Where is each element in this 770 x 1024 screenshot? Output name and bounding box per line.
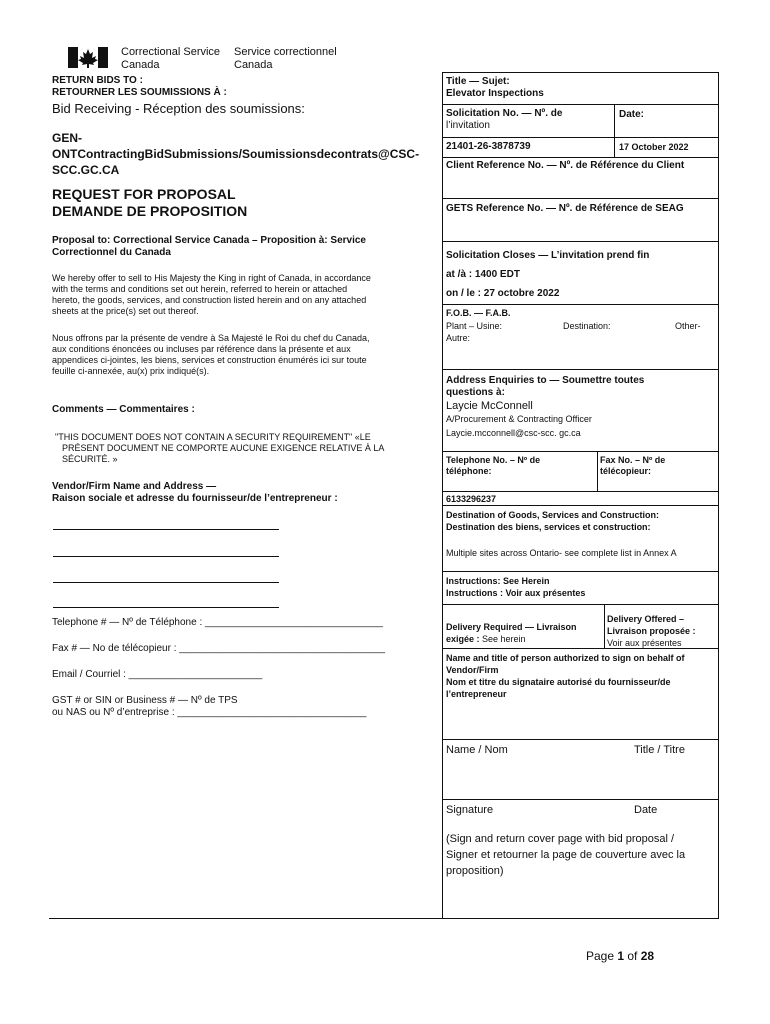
sign-note-3: proposition) [446,865,504,877]
tel-label-2: téléphone: [446,466,492,476]
closes-line1: Solicitation Closes — L’invitation prend fin [446,250,650,261]
title-cell [446,76,544,100]
page-of: of [624,949,641,963]
tel-label-1: Telephone No. – Nº de [446,455,541,465]
closes-line3: on / le : 27 octobre 2022 [446,288,560,299]
email-field[interactable]: Email / Courriel : ________________________ [52,669,263,680]
enquiries-line1: Address Enquiries to — Soumettre toutes [446,375,645,386]
delivery-divider [604,604,605,649]
row-divider [442,451,719,452]
title-value: Elevator Inspections [446,88,544,99]
security-line1: "THIS DOCUMENT DOES NOT CONTAIN A SECURITY REQUIREMENT" «LE [55,432,371,442]
title-label-sign[interactable]: Title / Titre [634,744,685,756]
contact-email[interactable]: Laycie.mcconnell@csc-scc. gc.ca [446,428,581,438]
page-number [586,949,654,963]
row-divider [442,157,719,158]
other-label: Other- [675,321,701,331]
closes-line2: at /à : 1400 EDT [446,269,520,280]
solicitation-number: 21401-26-3878739 [446,141,531,152]
offer-en-4: sheets at the price(s) set out thereof. [52,306,199,316]
comments-label: Comments — Commentaires : [52,404,195,415]
solicitation-label [446,108,562,132]
auth-line1: Name and title of person authorized to sign on behalf of [446,653,685,663]
return-bids-fr: RETOURNER LES SOUMISSIONS À : [52,87,227,98]
gst-line2: ou NAS ou Nº d’entreprise : __________________________________ [52,707,367,718]
offer-fr-3: appendices ci-jointes, les biens, services et construction énumérés ici sur toute [52,355,367,365]
page-current: 1 [617,949,625,963]
instr-line1: Instructions: See Herein [446,576,550,586]
left-bottom-border [49,918,442,919]
row-divider [442,241,719,242]
deliv-off-3: Voir aux présentes [607,638,682,648]
fax-label-1: Fax No. – Nº de [600,455,666,465]
offer-text-fr [52,333,370,377]
date-label: Date: [619,109,645,120]
delivery-required [446,621,577,645]
contact-name: Laycie McConnell [446,400,533,412]
security-line2: PRÉSENT DOCUMENT NE COMPORTE AUCUNE EXIGENCE RELATIVE À LA [62,443,385,453]
return-bids-en: RETURN BIDS TO : [52,75,143,86]
row-divider [442,739,719,740]
gst-line1: GST # or SIN or Business # — Nº de TPS [52,695,238,706]
security-statement [55,432,384,465]
fob-label: F.O.B. — F.A.B. [446,308,511,318]
offer-fr-2: aux conditions énoncées ou incluses par référence dans la présente et aux [52,344,351,354]
return-bids-heading [52,75,227,99]
offer-text-en [52,273,371,317]
fax-label [600,455,665,477]
authorized-signatory [446,652,685,700]
delivery-offered [607,613,696,649]
date-value: 17 October 2022 [619,142,689,152]
sign-instructions [446,831,685,879]
offer-en-1: We hereby offer to sell to His Majesty the King in right of Canada, in accordance [52,273,371,283]
canada-flag-logo [68,47,108,68]
vendor-line-2[interactable] [53,556,279,557]
deliv-req-1: Delivery Required — Livraison [446,622,577,632]
row-divider [442,137,719,138]
vendor-line-3[interactable] [53,582,279,583]
telephone-field[interactable]: Telephone # — Nº de Téléphone : ________________________________ [52,617,383,628]
fax-field[interactable]: Fax # — No de télécopieur : _____________________________________ [52,643,386,654]
table-top-border [442,72,719,73]
submission-email [52,130,419,178]
rfp-title [52,186,247,220]
auth-line2: Vendor/Firm [446,665,499,675]
rfp-title-en: REQUEST FOR PROPOSAL [52,186,236,202]
offer-fr-4: feuille ci-annexée, au(x) prix indiqué(s). [52,366,210,376]
auth-line3: Nom et titre du signataire autorisé du fournisseur/de [446,677,671,687]
enquiries-line2: questions à: [446,387,505,398]
sign-date-label[interactable]: Date [634,804,658,816]
proposal-to-line2: Correctionnel du Canada [52,247,171,258]
deliv-off-1: Delivery Offered – [607,614,685,624]
vendor-line-1[interactable] [53,529,279,530]
sign-note-2: Signer et retourner la page de couverture avec la [446,849,686,861]
dest-line2: Destination des biens, services et construction: [446,522,651,532]
offer-en-2: with the terms and conditions set out herein, referred to herein or attached [52,284,348,294]
page-total: 28 [640,949,655,963]
plant-label: Plant – Usine: [446,321,503,331]
instructions [446,575,585,599]
row-divider [442,491,719,492]
vendor-heading [52,481,338,505]
org-en-line1: Correctional Service [121,46,221,58]
destination-value: Multiple sites across Ontario- see complete list in Annex A [446,548,677,558]
gets-reference: GETS Reference No. — Nº. de Référence de SEAG [446,203,684,214]
instr-line2: Instructions : Voir aux présentes [446,588,586,598]
name-label[interactable]: Name / Nom [446,744,508,756]
destination-heading [446,509,659,533]
enquiries-heading [446,375,644,399]
row-divider [442,505,719,506]
table-bottom-border [442,918,719,919]
deliv-off-2: Livraison proposée : [607,626,696,636]
auth-line4: l’entrepreneur [446,689,507,699]
row-divider [442,304,719,305]
sign-note-1: (Sign and return cover page with bid proposal / [446,833,675,845]
solicitation-closes [446,246,649,303]
deliv-req-3: See herein [482,634,526,644]
contact-title: A/Procurement & Contracting Officer [446,414,592,424]
dest-line1: Destination of Goods, Services and Construction: [446,510,660,520]
org-name-fr [234,46,337,72]
gst-field[interactable] [52,695,366,719]
org-fr-line2: Canada [234,59,273,71]
fax-label-2: télécopieur: [600,466,652,476]
rfp-title-fr: DEMANDE DE PROPOSITION [52,203,248,219]
org-en-line2: Canada [121,59,160,71]
proposal-to-line1: Proposal to: Correctional Service Canada – Proposition à: Service [52,235,366,246]
proposal-to [52,235,366,259]
email-line1: GEN- [52,131,82,145]
org-name-en [121,46,220,72]
table-left-border [442,72,443,919]
row-divider [442,648,719,649]
row-divider [442,604,719,605]
solicitation-label-1: Solicitation No. — Nº. de [446,108,563,119]
vendor-en: Vendor/Firm Name and Address — [52,481,217,492]
signature-label[interactable]: Signature [446,804,494,816]
offer-en-3: hereto, the goods, services, and construction listed herein and on any attached [52,295,367,305]
page-prefix: Page [586,949,618,963]
offer-fr-1: Nous offrons par la présente de vendre à Sa Majesté le Roi du chef du Canada, [52,333,370,343]
fax-divider [597,451,598,492]
email-line3: SCC.GC.CA [52,163,120,177]
row-divider [442,799,719,800]
org-fr-line1: Service correctionnel [234,46,337,58]
table-right-border [718,72,719,919]
row-divider [442,369,719,370]
row-divider [442,198,719,199]
autre-label: Autre: [446,333,471,343]
email-line2: ONTContractingBidSubmissions/Soumissionsdecontrats@CSC- [52,147,420,161]
vendor-line-4[interactable] [53,607,279,608]
bid-receiving: Bid Receiving - Réception des soumissions: [52,101,305,116]
date-divider [614,104,615,158]
row-divider [442,104,719,105]
solicitation-label-2: l’invitation [446,120,490,131]
vendor-fr: Raison sociale et adresse du fournisseur/de l’entrepreneur : [52,493,338,504]
title-label: Title — Sujet: [446,76,510,87]
telephone-label [446,455,540,477]
row-divider [442,571,719,572]
security-line3: SÉCURITÉ. » [62,454,118,464]
telephone-value: 6133296237 [446,494,497,504]
destination-label: Destination: [563,321,611,331]
deliv-req-2: exigée : [446,634,483,644]
client-reference: Client Reference No. — Nº. de Référence du Client [446,160,685,171]
